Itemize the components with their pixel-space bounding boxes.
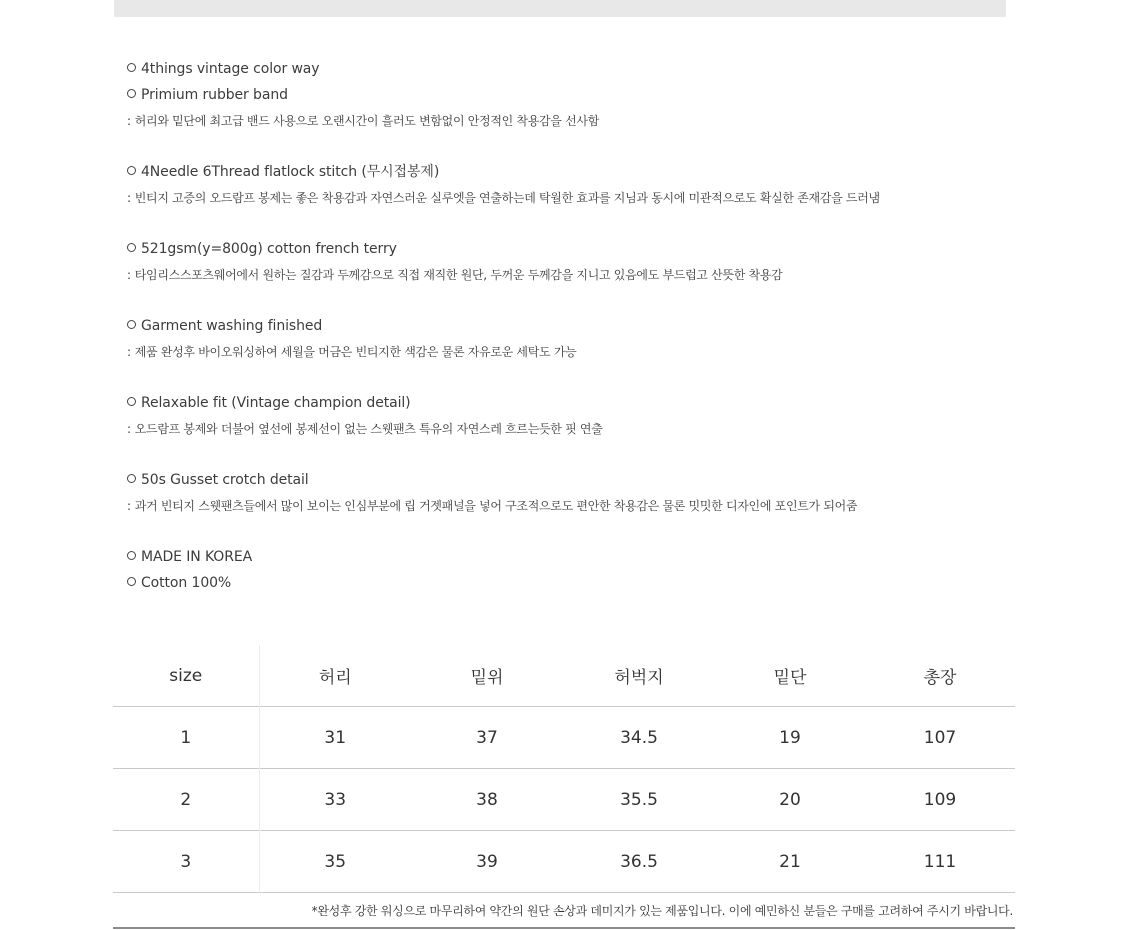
top-image-bar <box>114 0 1006 17</box>
cell-rise: 39 <box>411 831 563 893</box>
circle-bullet-icon <box>127 320 136 329</box>
circle-bullet-icon <box>127 166 136 175</box>
feature-description: : 과거 빈티지 스웻팬츠들에서 많이 보이는 인심부분에 립 거젯패널을 넣어 구조적으로도 편안한 착용감은 물론 밋밋한 디자인에 포인트가 되어줌 <box>127 499 858 513</box>
cell-waist: 33 <box>259 769 411 831</box>
feature-fit <box>127 390 1027 442</box>
feature-title: 4things vintage color way <box>127 56 1027 82</box>
cell-rise: 37 <box>411 707 563 769</box>
cell-size: 3 <box>113 831 259 893</box>
feature-description: : 빈티지 고증의 오드람프 봉제는 좋은 착용감과 자연스러운 실루엣을 연출하는데 탁월한 효과를 지님과 동시에 미관적으로도 확실한 존재감을 드러냄 <box>127 191 880 205</box>
header-waist: 허리 <box>318 668 352 688</box>
cell-rise: 38 <box>411 769 563 831</box>
cell-waist: 31 <box>259 707 411 769</box>
feature-title: 521gsm(y=800g) cotton french terry <box>127 236 1027 262</box>
feature-gusset <box>127 467 1027 519</box>
feature-description: : 타임리스스포츠웨어에서 원하는 질감과 두께감으로 직접 재직한 원단, 두꺼운 두께감을 지니고 있음에도 부드럽고 산뜻한 착용감 <box>127 268 783 282</box>
header-size: size <box>113 645 259 707</box>
header-rise: 밑위 <box>470 668 504 688</box>
circle-bullet-icon <box>127 577 136 586</box>
feature-title: Primium rubber band <box>127 82 1027 108</box>
feature-description: : 오드람프 봉제와 더불어 옆선에 봉제선이 없는 스웻팬츠 특유의 자연스레 흐르는듯한 핏 연출 <box>127 422 603 436</box>
cell-size: 2 <box>113 769 259 831</box>
circle-bullet-icon <box>127 63 136 72</box>
circle-bullet-icon <box>127 397 136 406</box>
washing-notice: *완성후 강한 워싱으로 마무리하여 약간의 원단 손상과 데미지가 있는 제품입니다. 이에 예민하신 분들은 구매를 고려하여 주시기 바랍니다. <box>113 893 1015 929</box>
feature-title: 4Needle 6Thread flatlock stitch (무시접봉제) <box>127 159 1027 185</box>
feature-stitch <box>127 159 1027 211</box>
cell-thigh: 36.5 <box>563 831 715 893</box>
cell-length: 107 <box>865 707 1015 769</box>
feature-title: Relaxable fit (Vintage champion detail) <box>127 390 1027 416</box>
header-length: 총장 <box>923 668 957 688</box>
table-row <box>113 707 1015 769</box>
feature-washing <box>127 313 1027 365</box>
feature-title: Garment washing finished <box>127 313 1027 339</box>
cell-thigh: 35.5 <box>563 769 715 831</box>
table-row <box>113 831 1015 893</box>
circle-bullet-icon <box>127 551 136 560</box>
feature-fabric <box>127 236 1027 288</box>
cell-length: 111 <box>865 831 1015 893</box>
feature-origin <box>127 544 1027 596</box>
size-chart <box>113 645 1015 929</box>
cell-hem: 21 <box>715 831 865 893</box>
feature-title: Cotton 100% <box>127 570 1027 596</box>
cell-hem: 19 <box>715 707 865 769</box>
cell-size: 1 <box>113 707 259 769</box>
feature-title: 50s Gusset crotch detail <box>127 467 1027 493</box>
header-thigh: 허벅지 <box>614 668 664 688</box>
circle-bullet-icon <box>127 89 136 98</box>
table-row <box>113 769 1015 831</box>
cell-thigh: 34.5 <box>563 707 715 769</box>
feature-description: : 허리와 밑단에 최고급 밴드 사용으로 오랜시간이 흘러도 변함없이 안정적인 착용감을 선사함 <box>127 114 599 128</box>
header-hem: 밑단 <box>773 668 807 688</box>
feature-group-1 <box>127 56 1027 134</box>
cell-hem: 20 <box>715 769 865 831</box>
feature-title: MADE IN KOREA <box>127 544 1027 570</box>
circle-bullet-icon <box>127 243 136 252</box>
circle-bullet-icon <box>127 474 136 483</box>
table-header-row <box>113 645 1015 707</box>
feature-description: : 제품 완성후 바이오워싱하여 세월을 머금은 빈티지한 색감은 물론 자유로운 세탁도 가능 <box>127 345 577 359</box>
cell-waist: 35 <box>259 831 411 893</box>
size-table <box>113 645 1015 929</box>
cell-length: 109 <box>865 769 1015 831</box>
table-note-row <box>113 893 1015 929</box>
product-features <box>127 56 1027 621</box>
